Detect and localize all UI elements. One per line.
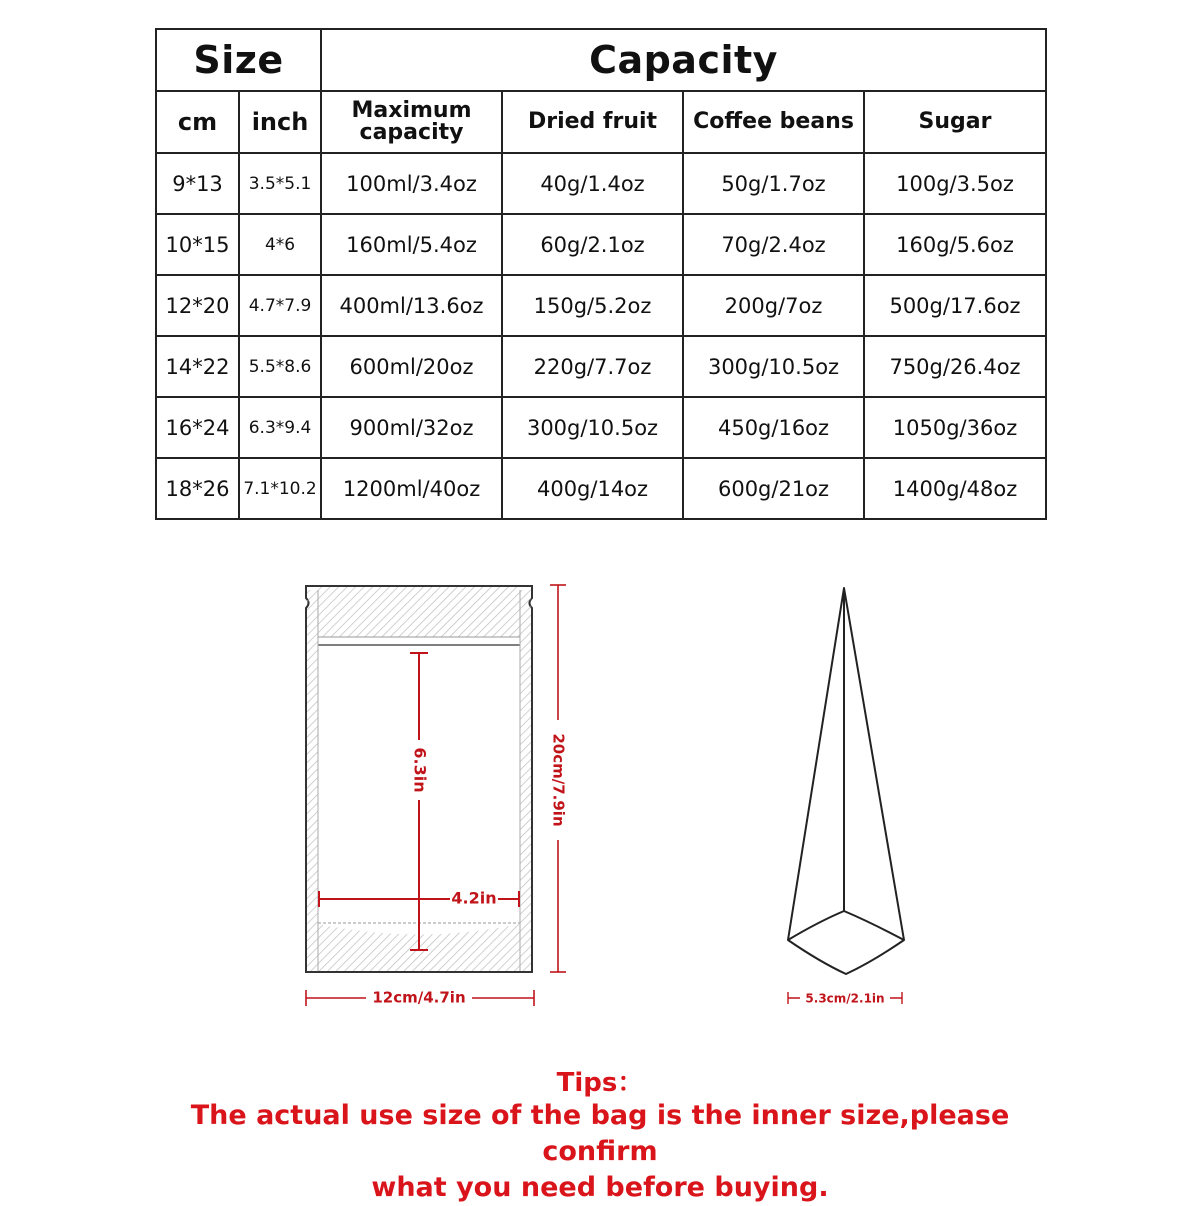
- cell-dried-fruit: 150g/5.2oz: [502, 275, 683, 336]
- cell-cm: 12*20: [156, 275, 239, 336]
- cell-coffee-beans: 450g/16oz: [683, 397, 864, 458]
- table-row: [156, 336, 1046, 397]
- dried-fruit-column-header: Dried fruit: [502, 91, 683, 153]
- cell-cm: 10*15: [156, 214, 239, 275]
- cell-max-capacity: 600ml/20oz: [321, 336, 502, 397]
- cell-max-capacity: 900ml/32oz: [321, 397, 502, 458]
- cell-inch: 4*6: [239, 214, 321, 275]
- cell-dried-fruit: 300g/10.5oz: [502, 397, 683, 458]
- cell-sugar: 750g/26.4oz: [864, 336, 1046, 397]
- cell-cm: 14*22: [156, 336, 239, 397]
- bag-left-seal: [307, 590, 318, 971]
- cell-inch: 5.5*8.6: [239, 336, 321, 397]
- cell-coffee-beans: 200g/7oz: [683, 275, 864, 336]
- gusset-width-label: 5.3cm/2.1in: [805, 991, 885, 1006]
- sugar-column-header: Sugar: [864, 91, 1046, 153]
- cell-dried-fruit: 60g/2.1oz: [502, 214, 683, 275]
- bag-top-seal: [318, 587, 520, 637]
- maximum-capacity-column-header: Maximum capacity: [321, 91, 502, 153]
- total-height-dimension: [546, 585, 570, 972]
- capacity-header: Capacity: [321, 29, 1046, 91]
- tips-text-line-2: what you need before buying.: [371, 1172, 829, 1203]
- cell-cm: 9*13: [156, 153, 239, 214]
- table-row: [156, 397, 1046, 458]
- cell-cm: 18*26: [156, 458, 239, 519]
- cell-max-capacity: 160ml/5.4oz: [321, 214, 502, 275]
- cell-max-capacity: 100ml/3.4oz: [321, 153, 502, 214]
- cell-sugar: 1050g/36oz: [864, 397, 1046, 458]
- cell-inch: 6.3*9.4: [239, 397, 321, 458]
- bag-side-view: [788, 588, 904, 974]
- gusset-width-dimension: [788, 989, 902, 1007]
- cell-inch: 7.1*10.2: [239, 458, 321, 519]
- bag-dimension-diagram: [0, 560, 1200, 1030]
- cell-coffee-beans: 600g/21oz: [683, 458, 864, 519]
- cell-sugar: 1400g/48oz: [864, 458, 1046, 519]
- cm-column-header: cm: [156, 91, 239, 153]
- tips-title: Tips：: [556, 1068, 644, 1098]
- total-width-dimension: [306, 988, 534, 1008]
- table-row: [156, 153, 1046, 214]
- cell-dried-fruit: 220g/7.7oz: [502, 336, 683, 397]
- cell-sugar: 160g/5.6oz: [864, 214, 1046, 275]
- total-width-label: 12cm/4.7in: [372, 988, 466, 1007]
- inner-width-label: 4.2in: [451, 888, 497, 908]
- table-row: [156, 458, 1046, 519]
- inner-height-label: 6.3in: [410, 747, 430, 793]
- side-view-outline: [788, 588, 904, 974]
- cell-cm: 16*24: [156, 397, 239, 458]
- table-row: [156, 275, 1046, 336]
- table-row: [156, 214, 1046, 275]
- cell-inch: 4.7*7.9: [239, 275, 321, 336]
- cell-dried-fruit: 400g/14oz: [502, 458, 683, 519]
- cell-inch: 3.5*5.1: [239, 153, 321, 214]
- cell-coffee-beans: 300g/10.5oz: [683, 336, 864, 397]
- cell-coffee-beans: 50g/1.7oz: [683, 153, 864, 214]
- cell-max-capacity: 400ml/13.6oz: [321, 275, 502, 336]
- size-capacity-table: [155, 28, 1047, 520]
- coffee-beans-column-header: Coffee beans: [683, 91, 864, 153]
- tips-text-line-1: The actual use size of the bag is the inner size,please confirm: [190, 1100, 1010, 1167]
- cell-coffee-beans: 70g/2.4oz: [683, 214, 864, 275]
- bag-right-seal: [520, 590, 531, 971]
- cell-dried-fruit: 40g/1.4oz: [502, 153, 683, 214]
- inch-column-header: inch: [239, 91, 321, 153]
- tips-text: [150, 1098, 1050, 1206]
- cell-max-capacity: 1200ml/40oz: [321, 458, 502, 519]
- size-header: Size: [156, 29, 321, 91]
- total-height-label: 20cm/7.9in: [549, 733, 568, 827]
- cell-sugar: 500g/17.6oz: [864, 275, 1046, 336]
- cell-sugar: 100g/3.5oz: [864, 153, 1046, 214]
